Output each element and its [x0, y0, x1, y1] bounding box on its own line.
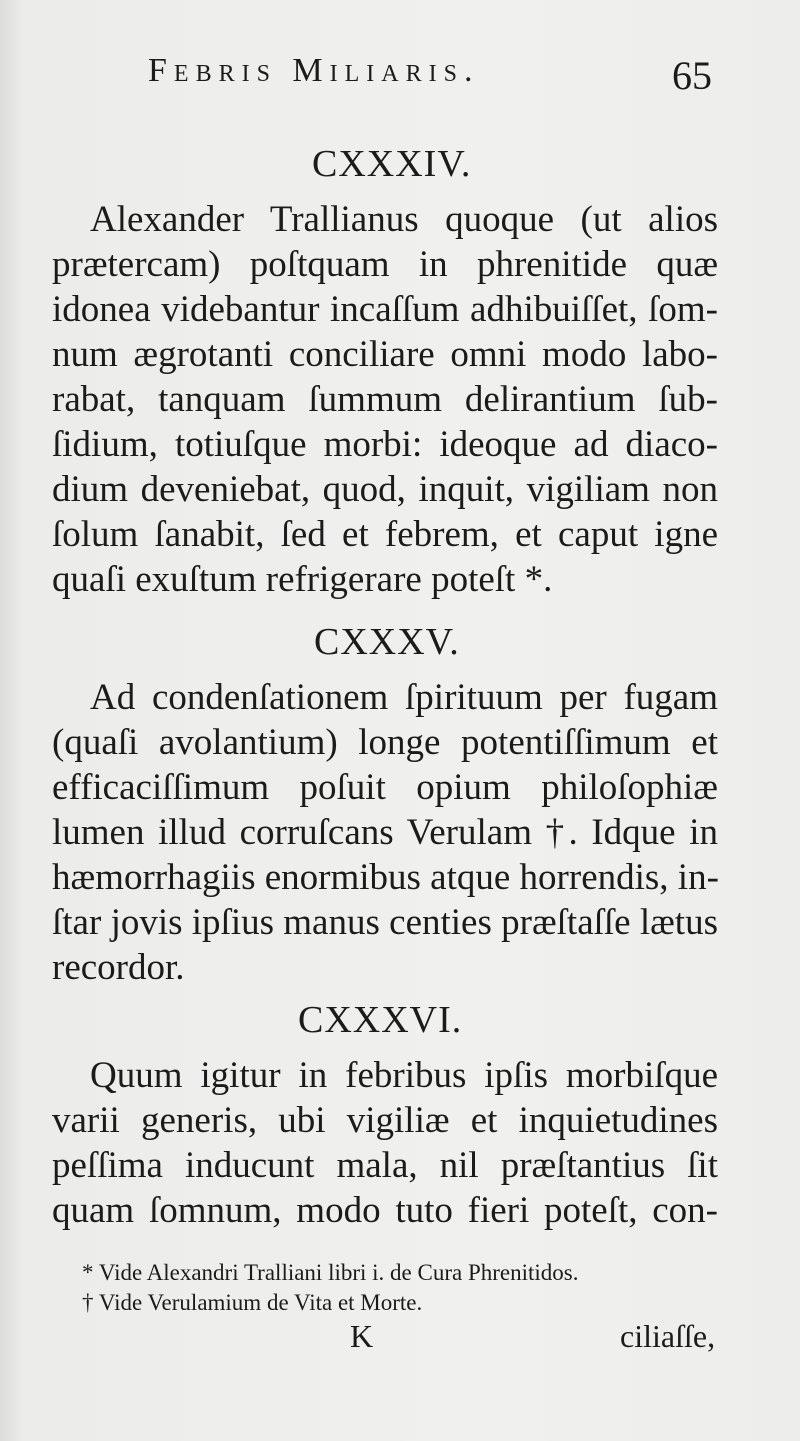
catchword: ciliaſſe,: [620, 1318, 716, 1354]
text-line: varii generis, ubi vigiliæ et inquietudines: [52, 1100, 718, 1141]
text-line: efficaciſſimum poſuit opium philoſophiæ: [52, 767, 718, 808]
section-heading: CXXXIV.: [312, 143, 472, 185]
text-line: ſtar jovis ipſius manus centies præſtaſſe lætus: [52, 902, 718, 943]
footnote: * Vide Alexandri Tralliani libri i. de Cura Phrenitidos.: [82, 1260, 579, 1285]
text-line: rabat, tanquam ſummum delirantium ſub-: [52, 379, 718, 420]
text-line: ſidium, totiuſque morbi: ideoque ad diaco-: [52, 424, 718, 465]
text-line: recordor.: [52, 947, 185, 988]
footnote: † Vide Verulamium de Vita et Morte.: [82, 1290, 423, 1315]
text-line: quaſi exuſtum refrigerare poteſt *.: [52, 559, 553, 600]
text-line: Alexander Trallianus quoque (ut alios: [90, 199, 718, 240]
text-line: Ad condenſationem ſpirituum per fugam: [90, 677, 718, 718]
section-heading: CXXXVI.: [298, 999, 463, 1041]
running-title: Febris Miliaris.: [148, 52, 480, 89]
text-line: dium deveniebat, quod, inquit, vigiliam non: [52, 469, 718, 510]
section-heading: CXXXV.: [314, 621, 460, 663]
text-line: Quum igitur in febribus ipſis morbiſque: [90, 1055, 718, 1096]
text-line: hæmorrhagiis enormibus atque horrendis, in-: [52, 857, 719, 898]
text-line: peſſima inducunt mala, nil præſtantius ſit: [52, 1145, 718, 1186]
text-line: num ægrotanti conciliare omni modo labo-: [52, 334, 718, 375]
text-line: ſolum ſanabit, ſed et febrem, et caput igne: [52, 514, 718, 555]
signature-mark: K: [350, 1318, 374, 1354]
text-line: quam ſomnum, modo tuto fieri poteſt, con-: [52, 1190, 718, 1231]
text-line: idonea videbantur incaſſum adhibuiſſet, ſom-: [52, 289, 718, 330]
page-number: 65: [672, 53, 712, 98]
text-line: (quaſi avolantium) longe potentiſſimum et: [52, 722, 718, 763]
text-line: lumen illud corruſcans Verulam †. Idque in: [52, 812, 718, 853]
text-line: prætercam) poſtquam in phrenitide quæ: [52, 244, 718, 285]
